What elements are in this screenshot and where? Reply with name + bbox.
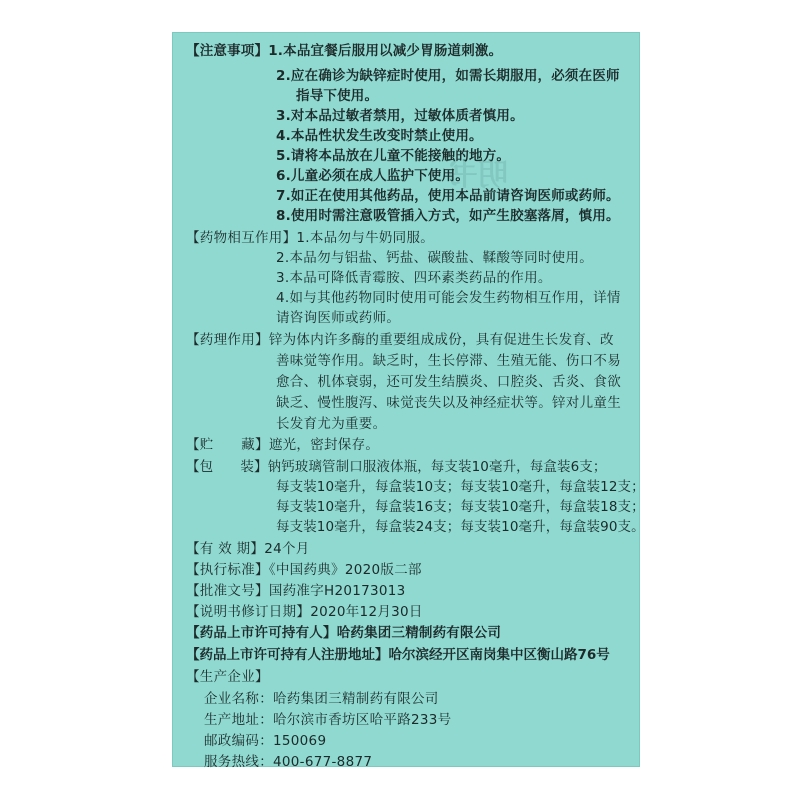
precautions-item-2-cont: 指导下使用。	[296, 88, 379, 104]
interactions-label: 【药物相互作用】	[186, 230, 297, 246]
precautions-item-8: 8.使用时需注意吸管插入方式，如产生胶塞落屑，慎用。	[276, 208, 620, 224]
mah-line: 【药品上市许可持有人】哈药集团三精制药有限公司	[186, 625, 502, 641]
packaging-line-2: 每支装10毫升，每盒装10支；每支装10毫升，每盒装12支；	[276, 479, 645, 495]
precautions-item-4: 4.本品性状发生改变时禁止使用。	[276, 128, 483, 144]
revision-line: 【说明书修订日期】2020年12月30日	[186, 604, 423, 620]
storage-label: 【贮 藏】	[186, 437, 269, 453]
packaging-line-1: 【包 装】钠钙玻璃管制口服液体瓶，每支装10毫升，每盒装6支；	[186, 459, 607, 475]
manufacturer-name-row: 企业名称：哈药集团三精制药有限公司	[204, 691, 439, 707]
bleed-through-text: 明书	[448, 158, 508, 193]
packaging-line-3: 每支装10毫升，每盒装16支；每支装10毫升，每盒装18支；	[276, 499, 645, 515]
pharmacology-line-1: 【药理作用】锌为体内许多酶的重要组成成份，具有促进生长发育、改	[186, 332, 614, 348]
standard-line: 【执行标准】《中国药典》2020版二部	[186, 562, 422, 578]
pharmacology-line-4: 缺乏、慢性腹泻、味觉丧失以及神经症状等。锌对儿童生	[276, 395, 621, 411]
interactions-line-5: 请咨询医师或药师。	[276, 310, 401, 326]
pharmacology-line-5: 长发育尤为重要。	[276, 416, 387, 432]
approval-line: 【批准文号】国药准字H20173013	[186, 583, 406, 599]
approval-label: 【批准文号】	[186, 583, 269, 599]
manufacturer-address-row: 生产地址：哈尔滨市香坊区哈平路233号	[204, 712, 452, 728]
storage-line: 【贮 藏】遮光，密封保存。	[186, 437, 380, 453]
revision-label: 【说明书修订日期】	[186, 604, 311, 620]
precautions-item-3: 3.对本品过敏者禁用，过敏体质者慎用。	[276, 108, 524, 124]
packaging-label: 【包 装】	[186, 459, 268, 475]
validity-label: 【有 效 期】	[186, 541, 265, 557]
interactions-line-1: 【药物相互作用】1.本品勿与牛奶同服。	[186, 230, 435, 246]
pharmacology-line-2: 善味觉等作用。缺乏时，生长停滞、生殖无能、伤口不易	[276, 353, 621, 369]
precautions-line-1: 【注意事项】1.本品宜餐后服用以减少胃肠道刺激。	[186, 43, 503, 59]
interactions-line-3: 3.本品可降低青霉胺、四环素类药品的作用。	[276, 270, 552, 286]
precautions-item-2: 2.应在确诊为缺锌症时使用，如需长期服用，必须在医师	[276, 68, 620, 84]
packaging-line-4: 每支装10毫升，每盒装24支；每支装10毫升，每盒装90支。	[276, 519, 645, 535]
interactions-line-2: 2.本品勿与铝盐、钙盐、碳酸盐、鞣酸等同时使用。	[276, 250, 594, 266]
pharmacology-line-3: 愈合、机体衰弱，还可发生结膜炎、口腔炎、舌炎、食欲	[276, 374, 621, 390]
precautions-label: 【注意事项】	[186, 43, 269, 59]
precautions-item-5: 5.请将本品放在儿童不能接触的地方。	[276, 148, 511, 164]
mah-address-line: 【药品上市许可持有人注册地址】哈尔滨经开区南岗集中区衡山路76号	[186, 647, 610, 663]
hotline-row: 服务热线：400-677-8877	[204, 754, 373, 770]
precautions-item-6: 6.儿童必须在成人监护下使用。	[276, 168, 470, 184]
standard-label: 【执行标准】	[186, 562, 269, 578]
mah-address-label: 【药品上市许可持有人注册地址】	[186, 647, 389, 663]
validity-line: 【有 效 期】24个月	[186, 541, 310, 557]
mah-label: 【药品上市许可持有人】	[186, 625, 337, 641]
precautions-item-7: 7.如正在使用其他药品，使用本品前请咨询医师或药师。	[276, 188, 620, 204]
interactions-line-4: 4.如与其他药物同时使用可能会发生药物相互作用，详情	[276, 290, 621, 306]
pharmacology-label: 【药理作用】	[186, 332, 269, 348]
manufacturer-heading: 【生产企业】	[186, 669, 269, 685]
postcode-row: 邮政编码：150069	[204, 733, 327, 749]
